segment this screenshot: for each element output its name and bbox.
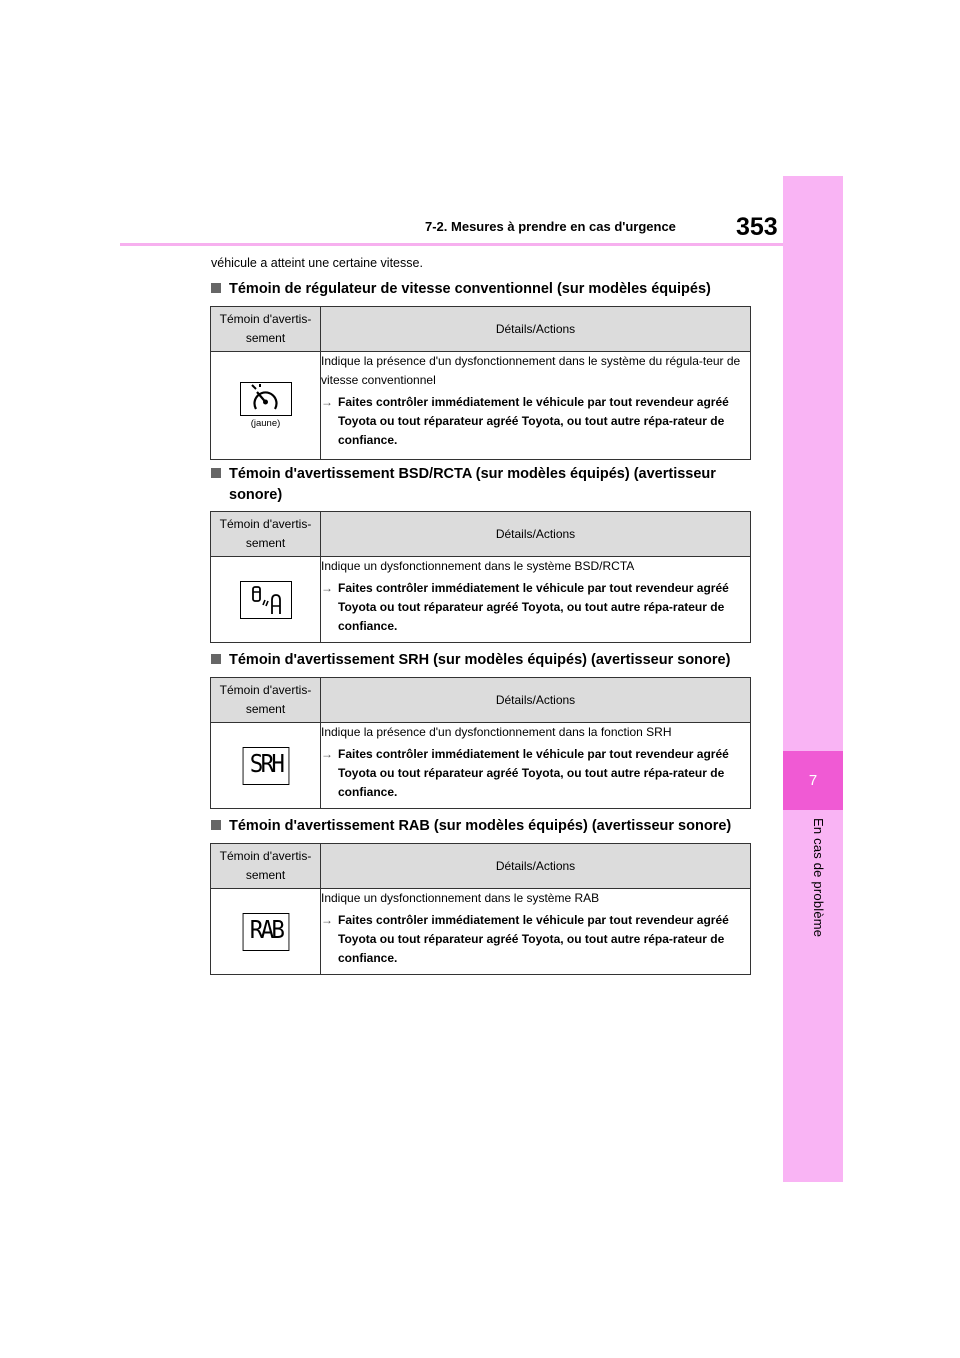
icon-caption: (jaune) [250, 418, 281, 429]
col-header-indicator [211, 512, 321, 557]
chapter-number-tab [783, 751, 843, 810]
arrow-right-icon: → [321, 913, 333, 927]
rab-icon: RAB [242, 913, 289, 951]
chapter-title-vertical: En cas de problème [811, 818, 826, 938]
col-header-details: Détails/Actions [321, 512, 751, 557]
col-header-line2: sement [245, 702, 286, 716]
cruise-control-icon [240, 382, 292, 416]
icon-cell [211, 889, 321, 975]
detail-text: Indique la présence d'un dysfonctionnement dans la fonction SRH [321, 725, 672, 739]
details-cell [321, 557, 751, 643]
srh-icon: SRH [242, 747, 289, 785]
heading-text-cont: sonore) [229, 487, 283, 503]
detail-text: Indique la présence d'un dysfonctionnement dans le système du régula-teur de vitesse conventionnel [321, 354, 741, 387]
warning-table-srh [210, 677, 751, 809]
bullet-square-icon [211, 283, 221, 293]
detail-text: Indique un dysfonctionnement dans le système RAB [321, 891, 600, 905]
page-number: 353 [736, 213, 778, 241]
action-text [321, 579, 750, 636]
arrow-right-icon: → [321, 747, 333, 761]
col-header-line2: sement [245, 536, 286, 550]
col-header-line1: Témoin d'avertis- [219, 312, 312, 326]
bullet-square-icon [211, 820, 221, 830]
section-heading-cruise [211, 279, 771, 300]
warning-table-bsd [210, 511, 751, 643]
details-cell [321, 723, 751, 809]
header-rule [120, 243, 783, 246]
action-label: Faites contrôler immédiatement le véhicule par tout revendeur agréé Toyota ou tout réparateur agréé Toyota, ou tout autre répa-rateur de confiance. [338, 913, 729, 965]
section-heading-srh [211, 650, 771, 671]
warning-table-rab [210, 843, 751, 975]
icon-cell [211, 557, 321, 643]
heading-text: Témoin d'avertissement BSD/RCTA (sur modèles équipés) (avertisseur [229, 466, 716, 482]
col-header-indicator [211, 307, 321, 352]
heading-text: Témoin d'avertissement SRH (sur modèles équipés) (avertisseur sonore) [229, 652, 731, 668]
col-header-indicator [211, 678, 321, 723]
arrow-right-icon: → [321, 581, 333, 595]
col-header-line1: Témoin d'avertis- [219, 683, 312, 697]
detail-text: Indique un dysfonctionnement dans le système BSD/RCTA [321, 559, 635, 573]
col-header-line2: sement [245, 331, 286, 345]
arrow-right-icon: → [321, 395, 333, 409]
bullet-square-icon [211, 468, 221, 478]
col-header-details: Détails/Actions [321, 844, 751, 889]
col-header-line2: sement [245, 868, 286, 882]
action-text [321, 911, 750, 968]
action-text [321, 745, 750, 802]
details-cell [321, 889, 751, 975]
col-header-line1: Témoin d'avertis- [219, 849, 312, 863]
heading-text: Témoin d'avertissement RAB (sur modèles équipés) (avertisseur sonore) [229, 818, 732, 834]
action-label: Faites contrôler immédiatement le véhicule par tout revendeur agréé Toyota ou tout réparateur agréé Toyota, ou tout autre répa-rateur de confiance. [338, 581, 729, 633]
chapter-number: 7 [808, 772, 818, 789]
section-title: 7-2. Mesures à prendre en cas d'urgence [425, 219, 676, 234]
icon-cell [211, 723, 321, 809]
heading-text: Témoin de régulateur de vitesse conventionnel (sur modèles équipés) [229, 281, 711, 297]
action-text [321, 393, 750, 450]
action-label: Faites contrôler immédiatement le véhicule par tout revendeur agréé Toyota ou tout réparateur agréé Toyota, ou tout autre répa-rateur de confiance. [338, 747, 729, 799]
section-heading-rab [211, 816, 771, 837]
col-header-indicator [211, 844, 321, 889]
col-header-line1: Témoin d'avertis- [219, 517, 312, 531]
warning-table-cruise [210, 306, 751, 460]
details-cell [321, 352, 751, 460]
col-header-details: Détails/Actions [321, 678, 751, 723]
col-header-details: Détails/Actions [321, 307, 751, 352]
section-heading-bsd [211, 464, 771, 506]
chapter-sidebar [783, 176, 843, 1182]
bullet-square-icon [211, 654, 221, 664]
intro-text: véhicule a atteint une certaine vitesse. [211, 256, 423, 270]
icon-cell [211, 352, 321, 460]
bsd-rcta-icon [240, 581, 292, 619]
action-label: Faites contrôler immédiatement le véhicule par tout revendeur agréé Toyota ou tout réparateur agréé Toyota, ou tout autre répa-rateur de confiance. [338, 395, 729, 447]
